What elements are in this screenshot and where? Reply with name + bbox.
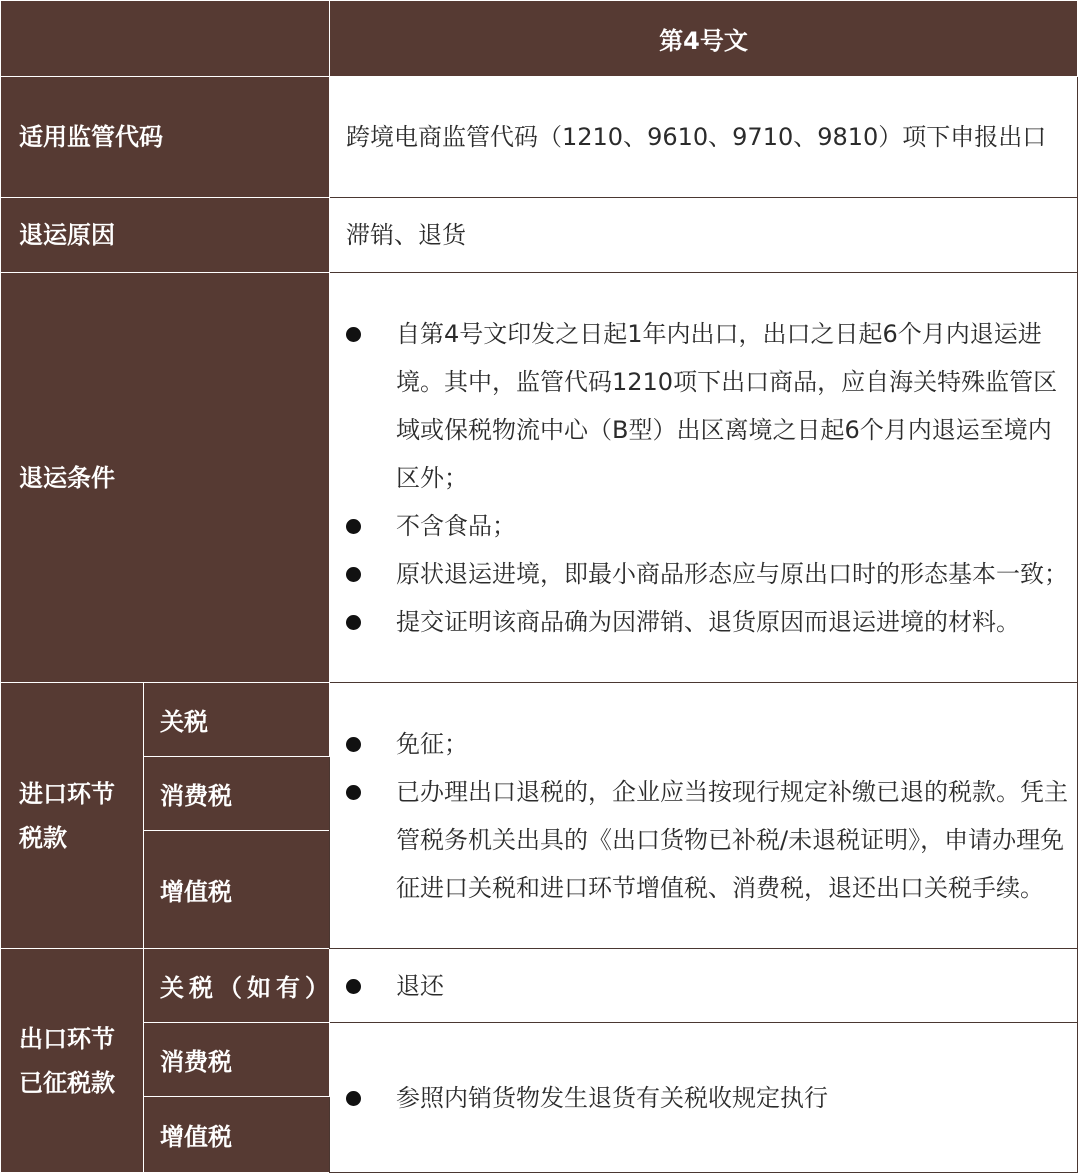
import-tax-label: 进口环节税款: [1, 683, 144, 949]
import-tax-content: [330, 683, 1078, 949]
reason-value: 滞销、退货: [330, 198, 1078, 273]
header-title: 第4号文: [330, 1, 1078, 77]
import-sub-tariff: 关税: [144, 683, 330, 757]
import-tax-item: 已办理出口退税的，企业应当按现行规定补缴已退的税款。凭主管税务机关出具的《出口货物已补税/未退税证明》，申请办理免征进口关税和进口环节增值税、消费税，退还出口关税手续。: [346, 768, 1069, 912]
import-tax-item: 免征；: [346, 720, 1069, 768]
export-tax-label: 出口环节已征税款: [1, 949, 144, 1173]
import-sub-vat: 增值税: [144, 831, 330, 949]
conditions-item: 提交证明该商品确为因滞销、退货原因而退运进境的材料。: [346, 598, 1069, 646]
export-other-content: [330, 1023, 1078, 1173]
conditions-content: [330, 273, 1078, 683]
row-export-tariff: [1, 949, 1078, 1023]
export-sub-consumption: 消费税: [144, 1023, 330, 1097]
conditions-list: [346, 310, 1069, 646]
export-other-list: [346, 1074, 1069, 1122]
conditions-label: 退运条件: [1, 273, 330, 683]
export-tariff-list: [346, 962, 1069, 1010]
import-sub-consumption: 消费税: [144, 757, 330, 831]
row-scope: [1, 77, 1078, 198]
export-sub-tariff: 关税（如有）: [144, 949, 330, 1023]
import-tax-list: [346, 720, 1069, 912]
row-reason: [1, 198, 1078, 273]
row-export-consumption: [1, 1023, 1078, 1097]
header-row: [1, 1, 1078, 77]
export-tax-item: 参照内销货物发生退货有关税收规定执行: [346, 1074, 1069, 1122]
reason-label: 退运原因: [1, 198, 330, 273]
row-import-tariff: [1, 683, 1078, 757]
conditions-item: 不含食品；: [346, 502, 1069, 550]
row-conditions: [1, 273, 1078, 683]
conditions-item: 原状退运进境，即最小商品形态应与原出口时的形态基本一致；: [346, 550, 1069, 598]
scope-label: 适用监管代码: [1, 77, 330, 198]
export-tax-item: 退还: [346, 962, 1069, 1010]
export-sub-vat: 增值税: [144, 1097, 330, 1173]
conditions-item: 自第4号文印发之日起1年内出口，出口之日起6个月内退运进境。其中，监管代码1210项下出口商品，应自海关特殊监管区域或保税物流中心（B型）出区离境之日起6个月内退运至境内区外；: [346, 310, 1069, 502]
header-corner-cell: [1, 1, 330, 77]
scope-value: 跨境电商监管代码（1210、9610、9710、9810）项下申报出口: [330, 77, 1078, 198]
export-tariff-content: [330, 949, 1078, 1023]
